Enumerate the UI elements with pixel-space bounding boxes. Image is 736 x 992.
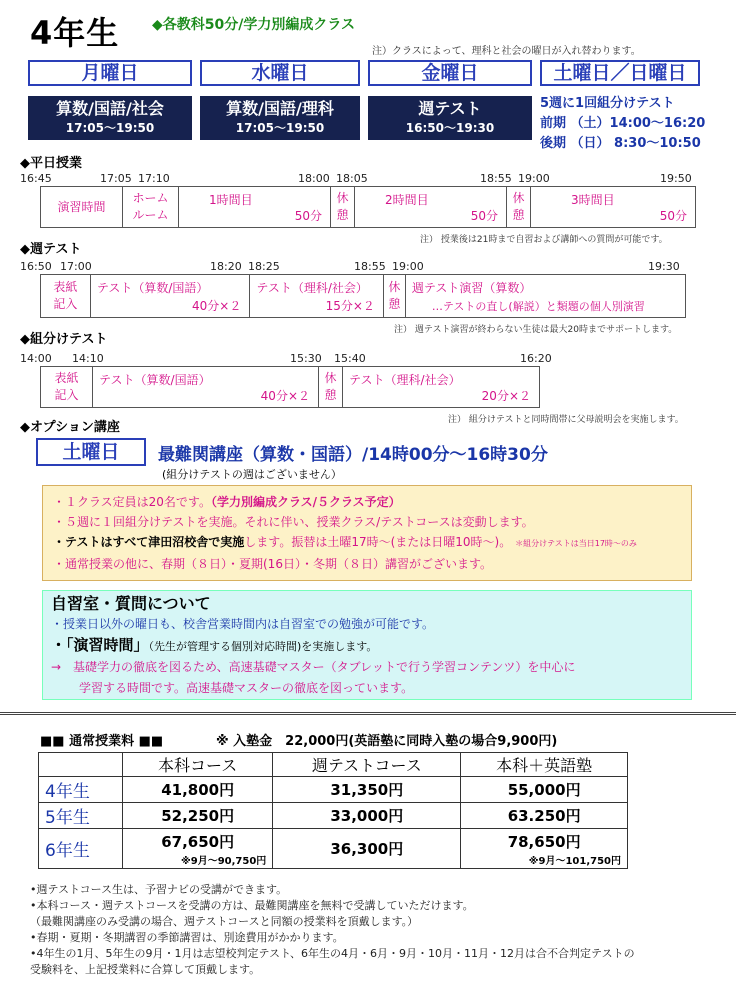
price-cell: 41,800円 [123, 777, 273, 803]
time-label: 18:55 [480, 172, 512, 185]
weekday-schedule [40, 186, 696, 228]
info-line: ・通常授業の他に、春期（８日）・夏期(16日）・冬期（８日）講習がございます。 [53, 557, 492, 571]
weekday-note: 注） 授業後は21時まで自習および講師への質問が可能です。 [420, 235, 668, 245]
practice-cell: 演習時間 [41, 187, 123, 227]
monday-subjects: 算数/国語/社会 [56, 99, 164, 118]
weekend-subjects: 5週に1回組分けテスト [540, 96, 675, 111]
price-cell: 63.250円 [461, 803, 628, 829]
self-study-line: 学習する時間です。高速基礎マスターの徹底を図っています。 [79, 681, 414, 695]
option-heading: ◆オプション講座 [20, 420, 120, 435]
cover-cell: 表紙 記入 [41, 275, 91, 317]
table-row [39, 777, 628, 803]
weekly-schedule [40, 274, 686, 318]
table-row [39, 829, 628, 869]
page-subtitle: ◆各教科50分/学力別編成クラス [152, 17, 355, 33]
price-cell: 33,000円 [273, 803, 461, 829]
wednesday-block [200, 96, 360, 140]
self-study-line: ・授業日以外の曜日も、校舎営業時間内は自習室での勉強が可能です。 [51, 617, 435, 631]
class-note: 注）クラスによって、理科と社会の曜日が入れ替わります。 [372, 46, 641, 57]
footnotes [30, 882, 635, 978]
price-cell: 78,650円 ※9月～101,750円 [461, 829, 628, 869]
price-cell: 31,350円 [273, 777, 461, 803]
time-label: 17:05 [100, 172, 132, 185]
time-label: 16:20 [520, 352, 552, 365]
footnote: •春期・夏期・冬期講習の季節講習は、別途費用がかかります。 [30, 931, 344, 944]
period1-cell: 1時間目 50分 [179, 187, 331, 227]
table-header: 週テストコース [273, 753, 461, 777]
friday-subjects: 週テスト [418, 99, 482, 118]
time-label: 18:55 [354, 260, 386, 273]
grade-cell: 5年生 [39, 803, 123, 829]
page-title: 4年生 [30, 14, 120, 52]
table-header [39, 753, 123, 777]
test-sci-soc-cell: テスト（理科/社会） 15分×２ [250, 275, 384, 317]
footnote: •週テストコース生は、予習ナビの受講ができます。 [30, 883, 288, 896]
weekend-block [540, 94, 705, 154]
time-label: 19:00 [392, 260, 424, 273]
section-divider [0, 712, 736, 715]
weekday-times [20, 172, 700, 186]
self-study-line: → 基礎学力の徹底を図るため、高速基礎マスター（タブレットで行う学習コンテンツ）を中心に [51, 660, 576, 674]
time-label: 16:45 [20, 172, 52, 185]
time-label: 16:50 [20, 260, 52, 273]
footnote: •本科コース・週テストコースを受講の方は、最難関講座を無料で受講していただけます。 [30, 899, 474, 912]
period2-cell: 2時間目 50分 [355, 187, 507, 227]
weekly-practice-cell: 週テスト演習（算数） …テストの直し(解説）と類題の個人別演習 [411, 281, 645, 313]
footnote: •4年生の1月、5年生の9月・1月は志望校判定テスト、6年生の4月・6月・9月・10月・11月・12月は合不合判定テストの [30, 947, 635, 960]
homeroom-cell: ホーム ルーム [123, 187, 179, 227]
table-header: 本科コース [123, 753, 273, 777]
break-cell: 休 憩 [384, 275, 406, 317]
monday-block [28, 96, 192, 140]
break-cell: 休 憩 [507, 187, 531, 227]
price-cell: 52,250円 [123, 803, 273, 829]
info-box [42, 485, 692, 581]
option-course: 最難関講座（算数・国語）/14時00分～16時30分 [158, 445, 548, 465]
self-study-title: 自習室・質問について [51, 594, 211, 613]
time-label: 19:00 [518, 172, 550, 185]
group-note: 注） 組分けテストと同時間帯に父母説明会を実施します。 [448, 415, 684, 425]
cover-cell: 表紙 記入 [41, 367, 93, 407]
time-label: 18:05 [336, 172, 368, 185]
friday-block [368, 96, 532, 140]
test-math-jp-cell: テスト（算数/国語） 40分×２ [91, 275, 251, 317]
fee-heading: ■■ 通常授業料 ■■ [40, 734, 164, 749]
info-line: ・テストはすべて津田沼校舎で実施します。振替は土曜17時～(または日曜10時～)。 ＊組分けテストは当日17時～のみ [53, 535, 637, 549]
price-cell: 36,300円 [273, 829, 461, 869]
table-header: 本科＋英語塾 [461, 753, 628, 777]
group-test-sci-soc-cell: テスト（理科/社会） 20分×２ [349, 373, 531, 403]
time-label: 18:00 [298, 172, 330, 185]
time-label: 18:25 [248, 260, 280, 273]
day-weekend: 土曜日／日曜日 [540, 60, 700, 86]
group-schedule [40, 366, 540, 408]
day-monday: 月曜日 [28, 60, 192, 86]
weekend-first-term: 前期 （土）14:00～16:20 [540, 116, 706, 131]
self-study-box [42, 590, 692, 700]
footnote: （最難関講座のみ受講の場合、週テストコースと同額の授業料を頂戴します。） [30, 915, 419, 928]
grade-cell: 4年生 [39, 777, 123, 803]
time-label: 14:10 [72, 352, 104, 365]
info-line: ・５週に１回組分けテストを実施。それに伴い、授業クラス/テストコースは変動します。 [53, 515, 534, 529]
weekday-heading: ◆平日授業 [20, 156, 82, 171]
group-heading: ◆組分けテスト [20, 332, 108, 347]
time-label: 15:30 [290, 352, 322, 365]
grade-cell: 6年生 [39, 829, 123, 869]
wednesday-subjects: 算数/国語/理科 [226, 99, 334, 118]
break-cell: 休 憩 [319, 367, 343, 407]
self-study-line: ・「演習時間」（先生が管理する個別対応時間)を実施します。 [51, 636, 378, 654]
wednesday-time: 17:05～19:50 [235, 121, 325, 135]
break-cell: 休 憩 [331, 187, 355, 227]
footnote: 受験料を、上記授業料に合算して頂戴します。 [30, 963, 261, 976]
time-label: 18:20 [210, 260, 242, 273]
period3-cell: 3時間目 50分 [571, 193, 687, 223]
time-label: 15:40 [334, 352, 366, 365]
table-header-row [39, 753, 628, 777]
option-note: (組分けテストの週はございません） [162, 468, 342, 481]
weekly-times [20, 260, 700, 274]
weekly-note: 注） 週テスト演習が終わらない生徒は最大20時までサポートします。 [394, 325, 678, 335]
weekly-heading: ◆週テスト [20, 242, 82, 257]
time-label: 17:10 [138, 172, 170, 185]
fee-table [38, 752, 628, 869]
price-cell: 67,650円 ※9月～90,750円 [123, 829, 273, 869]
time-label: 17:00 [60, 260, 92, 273]
entry-fee: ※ 入塾金 22,000円(英語塾に同時入塾の場合9,900円) [216, 734, 558, 749]
time-label: 19:30 [648, 260, 680, 273]
option-day: 土曜日 [36, 438, 146, 466]
group-test-math-jp-cell: テスト（算数/国語） 40分×２ [93, 367, 319, 407]
friday-time: 16:50～19:30 [405, 121, 495, 135]
price-cell: 55,000円 [461, 777, 628, 803]
weekend-second-term: 後期 （日） 8:30～10:50 [540, 136, 701, 151]
info-line: ・１クラス定員は20名です。（学力別編成クラス/５クラス予定） [53, 495, 401, 509]
monday-time: 17:05～19:50 [65, 121, 155, 135]
time-label: 14:00 [20, 352, 52, 365]
time-label: 19:50 [660, 172, 692, 185]
group-times [20, 352, 700, 366]
day-wednesday: 水曜日 [200, 60, 360, 86]
day-friday: 金曜日 [368, 60, 532, 86]
table-row [39, 803, 628, 829]
